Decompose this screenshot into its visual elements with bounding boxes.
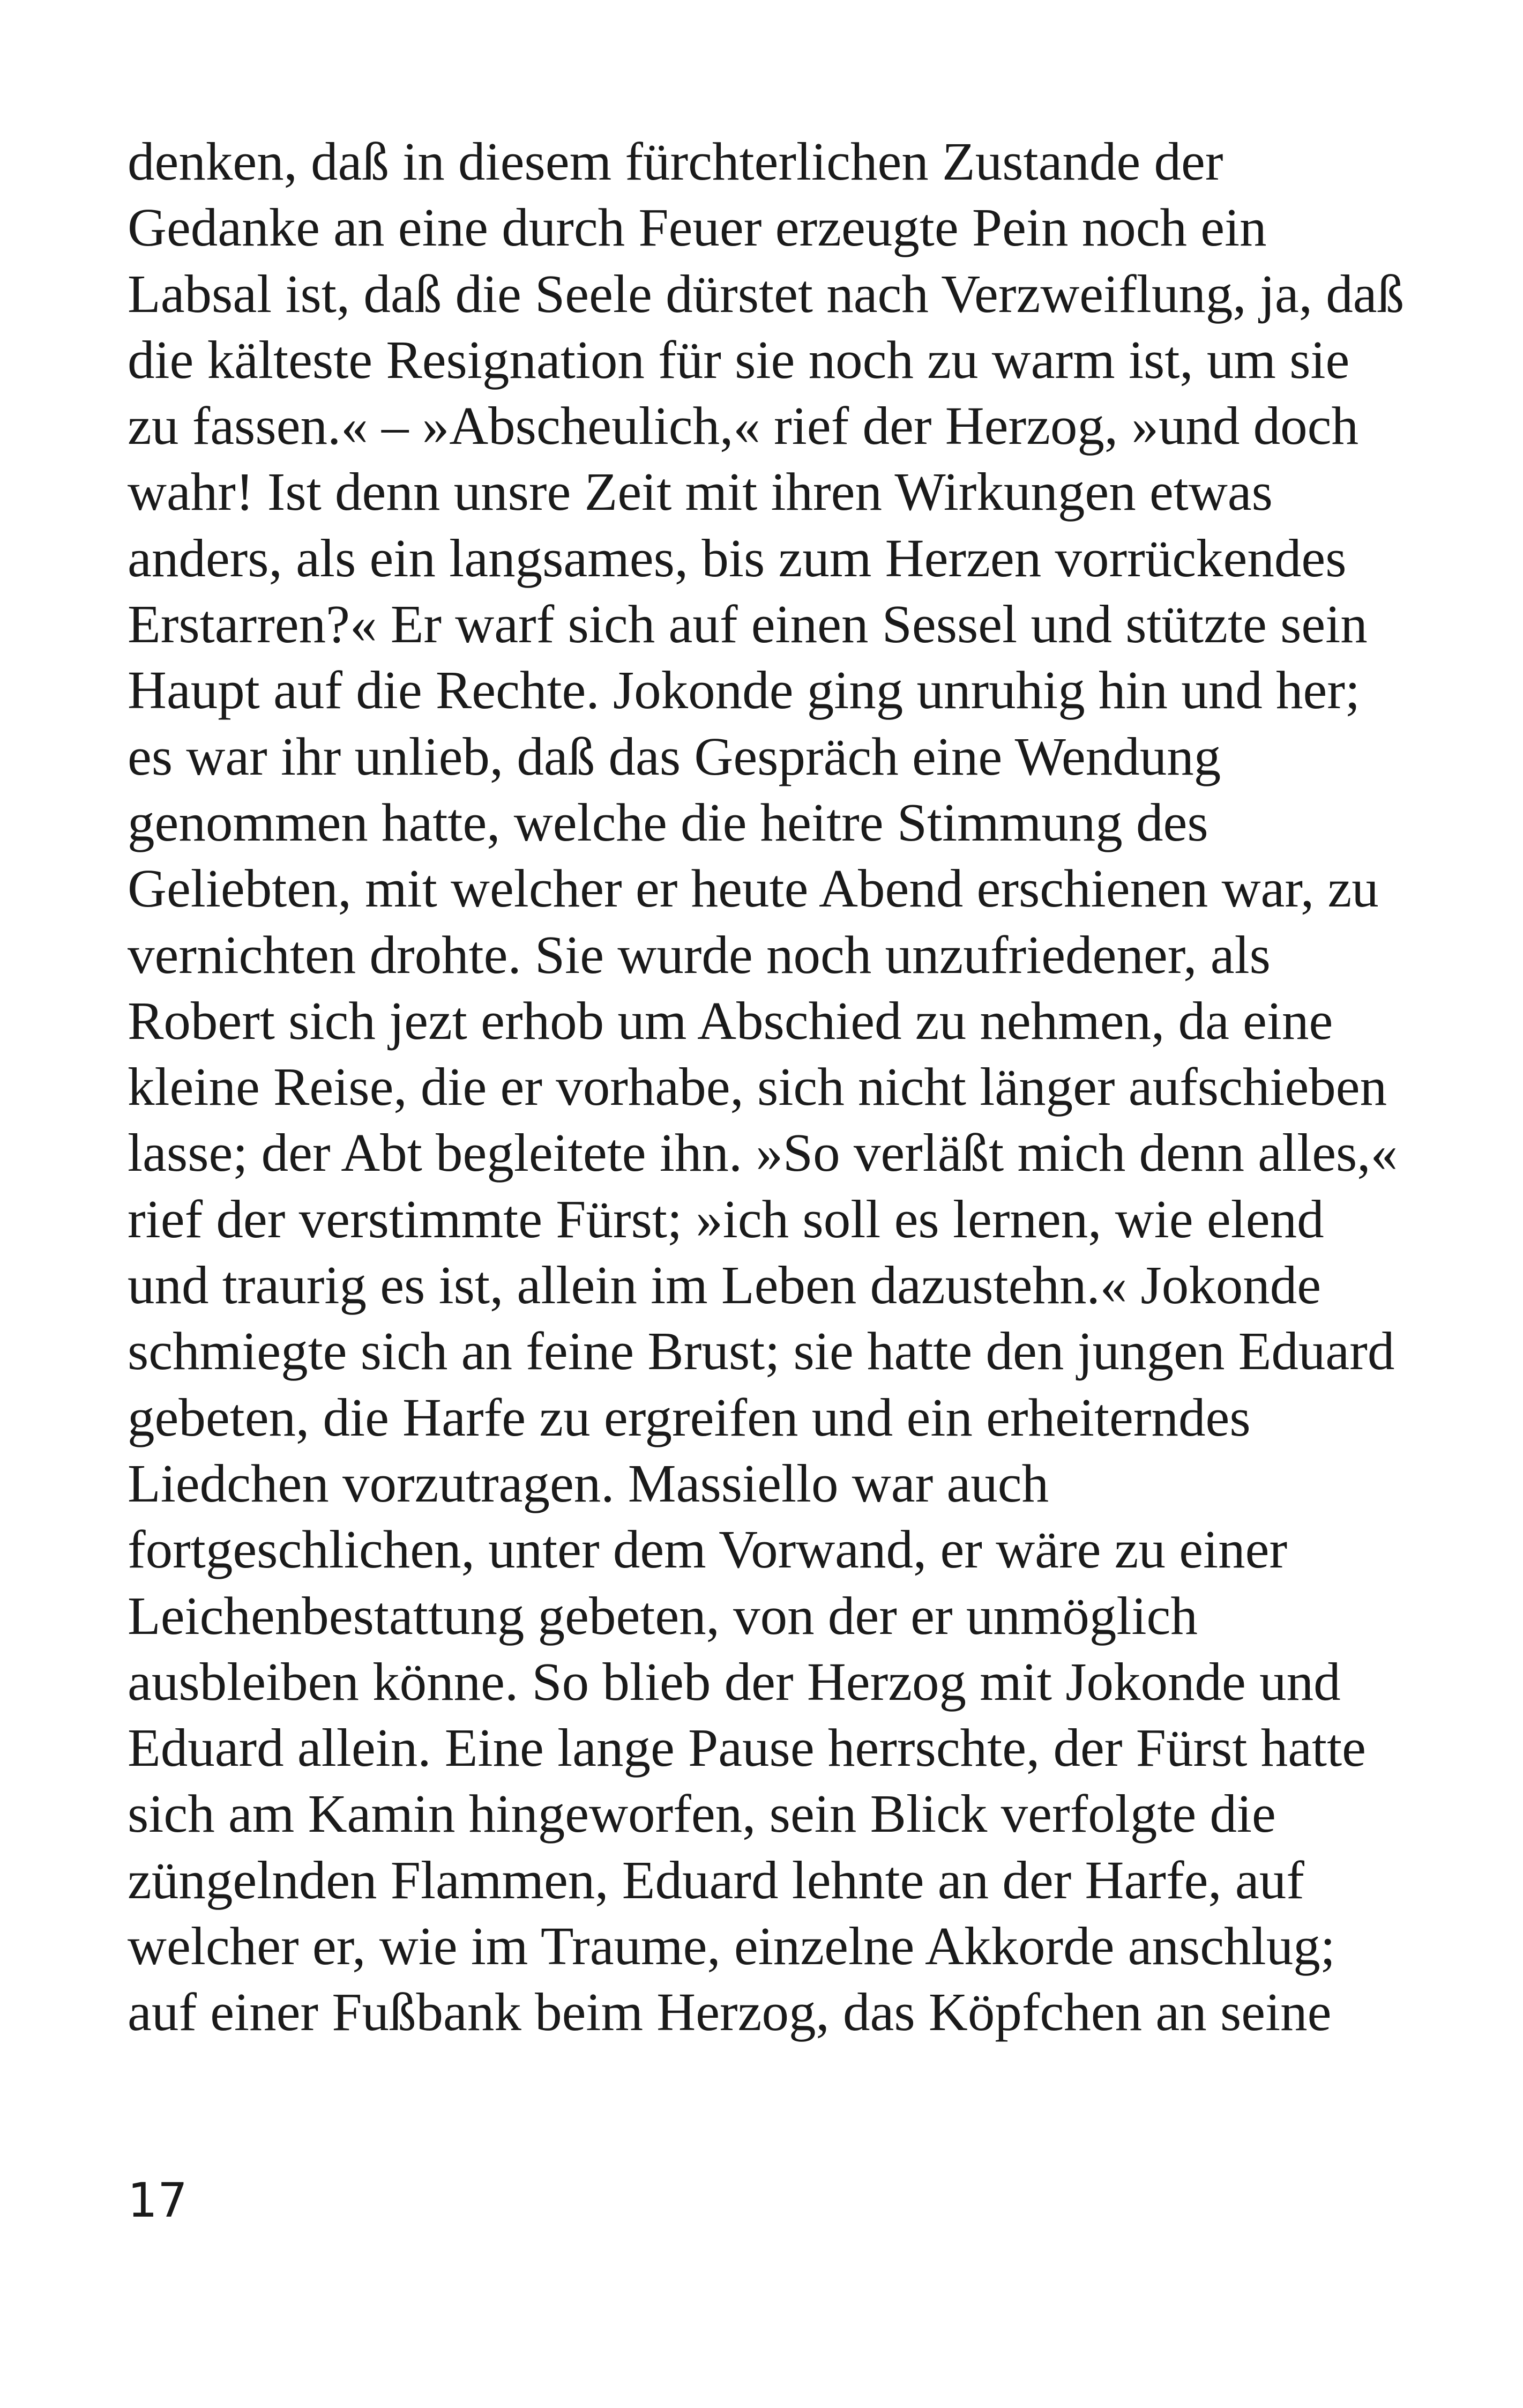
text-line: es war ihr unlieb, daß das Gespräch eine Wendung bbox=[128, 726, 1221, 786]
text-line: Gedanke an eine durch Feuer erzeugte Pein noch ein bbox=[128, 197, 1267, 258]
text-line: auf einer Fußbank beim Herzog, das Köpfchen an seine bbox=[128, 1982, 1332, 2042]
text-line: Robert sich jezt erhob um Abschied zu nehmen, da eine bbox=[128, 990, 1333, 1051]
text-line: zu fassen.« – »Abscheulich,« rief der Herzog, »und doch bbox=[128, 396, 1359, 456]
text-line: schmiegte sich an feine Brust; sie hatte den jungen Eduard bbox=[128, 1321, 1395, 1381]
text-line: Labsal ist, daß die Seele dürstet nach Verzweiflung, ja, daß bbox=[128, 263, 1405, 324]
text-line: Liedchen vorzutragen. Massiello war auch bbox=[128, 1453, 1049, 1513]
text-line: denken, daß in diesem fürchterlichen Zustande der bbox=[128, 131, 1223, 191]
text-line: lasse; der Abt begleitete ihn. »So verläßt mich denn alles,« bbox=[128, 1123, 1398, 1183]
text-line: ausbleiben könne. So blieb der Herzog mit Jokonde und bbox=[128, 1651, 1341, 1712]
text-line: die kälteste Resignation für sie noch zu warm ist, um sie bbox=[128, 329, 1350, 390]
page-number: 17 bbox=[128, 2173, 188, 2228]
text-line: Erstarren?« Er warf sich auf einen Sessel und stützte sein bbox=[128, 594, 1368, 655]
text-line: züngelnden Flammen, Eduard lehnte an der Harfe, auf bbox=[128, 1849, 1304, 1910]
text-line: Eduard allein. Eine lange Pause herrschte, der Fürst hatte bbox=[128, 1718, 1366, 1778]
text-line: anders, als ein langsames, bis zum Herzen vorrückendes bbox=[128, 527, 1347, 588]
text-line: und traurig es ist, allein im Leben dazustehn.« Jokonde bbox=[128, 1255, 1322, 1316]
text-line: Haupt auf die Rechte. Jokonde ging unruhig hin und her; bbox=[128, 660, 1361, 720]
text-line: Geliebten, mit welcher er heute Abend erschienen war, zu bbox=[128, 858, 1379, 919]
text-line: Leichenbestattung gebeten, von der er unmöglich bbox=[128, 1585, 1198, 1646]
body-text bbox=[128, 129, 1424, 2046]
text-line: gebeten, die Harfe zu ergreifen und ein erheiterndes bbox=[128, 1387, 1251, 1447]
text-line: welcher er, wie im Traume, einzelne Akkorde anschlug; bbox=[128, 1916, 1335, 1976]
text-line: wahr! Ist denn unsre Zeit mit ihren Wirkungen etwas bbox=[128, 462, 1273, 522]
text-line: rief der verstimmte Fürst; »ich soll es lernen, wie elend bbox=[128, 1188, 1324, 1249]
text-line: fortgeschlichen, unter dem Vorwand, er wäre zu einer bbox=[128, 1519, 1288, 1580]
text-line: genommen hatte, welche die heitre Stimmung des bbox=[128, 792, 1208, 852]
text-line: kleine Reise, die er vorhabe, sich nicht länger aufschieben bbox=[128, 1057, 1387, 1117]
text-line: vernichten drohte. Sie wurde noch unzufriedener, als bbox=[128, 924, 1271, 985]
text-line: sich am Kamin hingeworfen, sein Blick verfolgte die bbox=[128, 1783, 1276, 1844]
